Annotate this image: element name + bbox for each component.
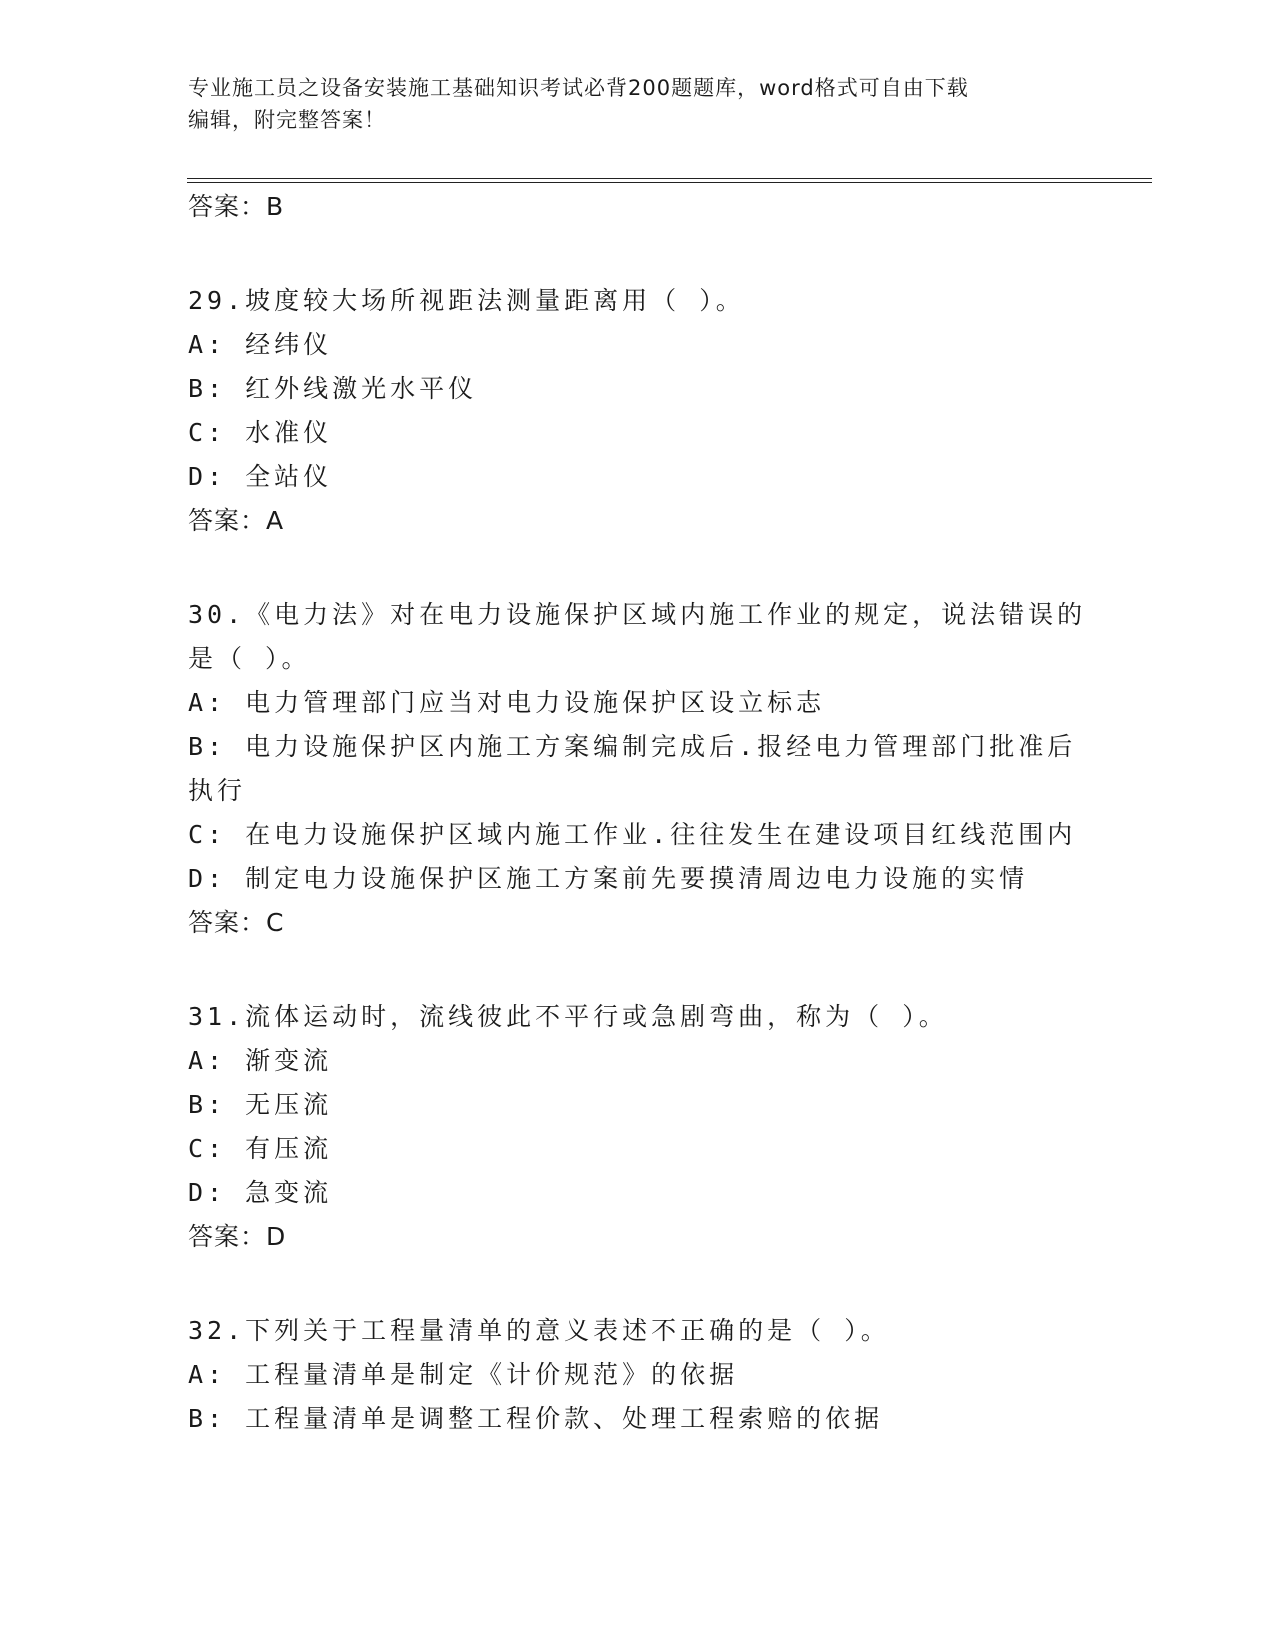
q32-stem: 32.下列关于工程量清单的意义表述不正确的是（ ）。: [188, 1316, 890, 1345]
q30-stem-line-2: 是（ ）。: [188, 644, 311, 673]
q32-option-a: A: 工程量清单是制定《计价规范》的依据: [188, 1360, 739, 1389]
header-line-2: 编辑，附完整答案！: [188, 108, 386, 132]
q30-option-c: C: 在电力设施保护区域内施工作业.往往发生在建设项目红线范围内: [188, 820, 1077, 849]
q32-option-b: B: 工程量清单是调整工程价款、处理工程索赔的依据: [188, 1404, 884, 1433]
q31-option-a: A: 渐变流: [188, 1046, 333, 1075]
q31-stem: 31.流体运动时，流线彼此不平行或急剧弯曲，称为（ ）。: [188, 1002, 948, 1031]
q29-option-d: D: 全站仪: [188, 462, 333, 491]
header-divider-top: [187, 178, 1152, 179]
q30-option-b-line-2: 执行: [188, 776, 247, 805]
q29-option-b: B: 红外线激光水平仪: [188, 374, 478, 403]
q30-option-a: A: 电力管理部门应当对电力设施保护区设立标志: [188, 688, 826, 717]
answer-prev: 答案：B: [188, 192, 285, 221]
q29-option-a: A: 经纬仪: [188, 330, 333, 359]
document-header: [188, 72, 1088, 136]
q29-answer: 答案：A: [188, 506, 285, 535]
q30-answer: 答案：C: [188, 908, 285, 937]
header-line-1: 专业施工员之设备安装施工基础知识考试必背200题题库，word格式可自由下载: [188, 76, 969, 100]
q30-option-b-line-1: B: 电力设施保护区内施工方案编制完成后.报经电力管理部门批准后: [188, 732, 1077, 761]
q30-option-d: D: 制定电力设施保护区施工方案前先要摸清周边电力设施的实情: [188, 864, 1029, 893]
q31-option-c: C: 有压流: [188, 1134, 333, 1163]
q31-answer: 答案：D: [188, 1222, 287, 1251]
q29-option-c: C: 水准仪: [188, 418, 333, 447]
header-divider-bottom: [187, 182, 1152, 183]
q30-stem-line-1: 30.《电力法》对在电力设施保护区域内施工作业的规定，说法错误的: [188, 600, 1087, 629]
q31-option-b: B: 无压流: [188, 1090, 333, 1119]
q31-option-d: D: 急变流: [188, 1178, 333, 1207]
q29-stem: 29.坡度较大场所视距法测量距离用（ ）。: [188, 286, 745, 315]
